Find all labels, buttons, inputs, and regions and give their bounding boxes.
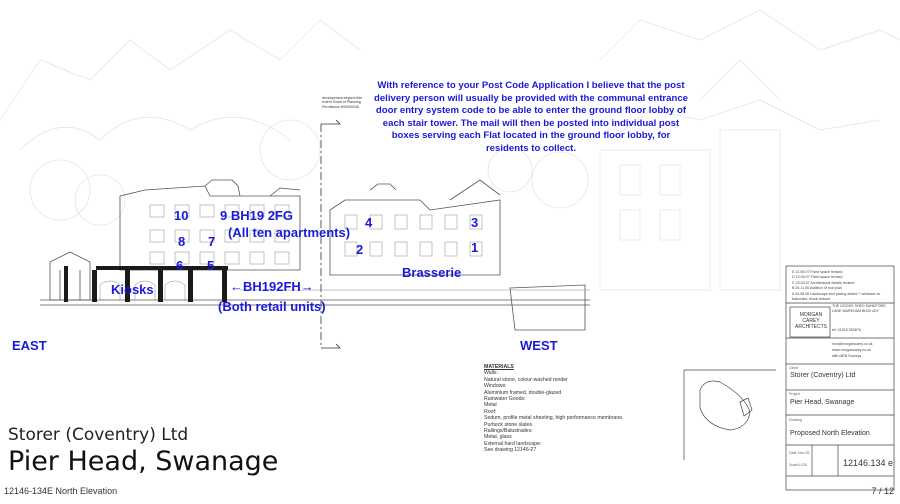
revision-row: C 23.03.07 Architectural details revised <box>792 280 855 285</box>
materials-line: Aluminium framed, double-glazed <box>484 389 562 396</box>
architect-name-3: ARCHITECTS <box>795 324 827 330</box>
client-label: Client <box>789 366 799 370</box>
drawing-label: Drawing <box>789 418 803 422</box>
date-value: Nov 05 <box>798 451 810 455</box>
materials-line: Purbeck stone slates <box>484 421 533 428</box>
project-value: Pier Head, Swanage <box>790 399 855 406</box>
retail-postcode-label: ←BH192FH→ <box>230 279 314 294</box>
revision-row: D 13.05.07 Fixed space revised <box>792 275 843 280</box>
all-ten-apartments-label: (All ten apartments) <box>228 225 351 240</box>
materials-line: Metal <box>484 402 497 409</box>
flat-7-label: 7 <box>208 234 216 249</box>
flat-9-postcode-label: 9 BH19 2FG <box>220 208 293 223</box>
project-client-title: Storer (Coventry) Ltd <box>8 425 189 445</box>
scale-value: 1:125 <box>798 463 807 467</box>
revisions-list <box>792 270 892 302</box>
revision-row: A 04.08.06 Landscape and paving added + windows on balconies, block revised <box>792 291 881 302</box>
client-value: Storer (Coventry) Ltd <box>790 372 856 379</box>
revision-row: B 25.11.06 Addition of roof plan <box>792 286 842 291</box>
flat-3-label: 3 <box>471 215 479 230</box>
flat-8-label: 8 <box>178 234 186 249</box>
materials-line: See drawing 12146-27 <box>484 447 537 454</box>
architect-address: THE GOODS SHED SANDFORD LANE WAREHAM BH20 4DY <box>832 304 886 313</box>
postcode-note: With reference to your Post Code Application I believe that the post delivery person will usually be provided with the communal entrance door entry system code to be able to enter the ground floor lobby of each stair tower. The mail will then be posted into individual post boxes serving each Flat located in the ground floor lobby, for residents to collect. <box>373 80 688 154</box>
materials-line: Natural stone, colour-washed render <box>484 376 568 383</box>
materials-line: Railings/Balustrades: <box>484 428 533 435</box>
materials-line: Walls: <box>484 370 498 377</box>
east-label: EAST <box>12 338 47 353</box>
materials-line: Sedum, profile metal sheeting, high performance membrane. <box>484 415 624 422</box>
document-filename: 12146-134E North Elevation <box>4 486 118 496</box>
brasserie-label: Brasserie <box>402 265 462 280</box>
kiosks-label: Kiosks <box>111 282 154 297</box>
materials-line: External hard landscape: <box>484 440 542 447</box>
flat-5-label: 5 <box>207 258 215 273</box>
page-number: 7 / 12 <box>871 486 894 496</box>
project-title: Pier Head, Swanage <box>8 446 279 477</box>
architect-name-1: MORGAN <box>799 312 823 318</box>
drawing-value: Proposed North Elevation <box>790 430 870 437</box>
drawing-number: 12146.134 e <box>843 458 894 468</box>
materials-line: Roof: <box>484 408 497 415</box>
flat-10-label: 10 <box>174 208 189 223</box>
west-label: WEST <box>520 338 558 353</box>
architect-logo <box>792 312 830 330</box>
development-extent-note: development beyond this extent Grant of Planning Permission 6/00/00245 <box>322 96 362 109</box>
materials-line: Rainwater Goods: <box>484 396 526 403</box>
materials-heading: MATERIALS <box>484 364 514 370</box>
scale-label: Scale <box>789 463 798 467</box>
both-retail-units-label: (Both retail units) <box>218 299 326 314</box>
materials-schedule <box>484 364 624 454</box>
architect-web: www.morgancarey.co.uk <box>832 348 871 352</box>
architect-tel: tel: 01929 553876 <box>832 328 861 332</box>
architect-with: with MEB Surveys <box>832 354 862 358</box>
flat-6-label: 6 <box>176 258 184 273</box>
materials-line: Metal, glass <box>484 434 512 441</box>
project-label: Project <box>789 392 801 396</box>
flat-4-label: 4 <box>365 215 373 230</box>
revision-row: E 12.08.07 Fixed space revised <box>792 270 843 274</box>
date-label: Date <box>789 451 797 455</box>
flat-1-label: 1 <box>471 240 479 255</box>
architect-name-2: CAREY <box>802 318 820 324</box>
architect-email: mcs@morgancarey.co.uk <box>832 342 873 346</box>
materials-line: Windows: <box>484 383 507 390</box>
flat-2-label: 2 <box>356 242 364 257</box>
